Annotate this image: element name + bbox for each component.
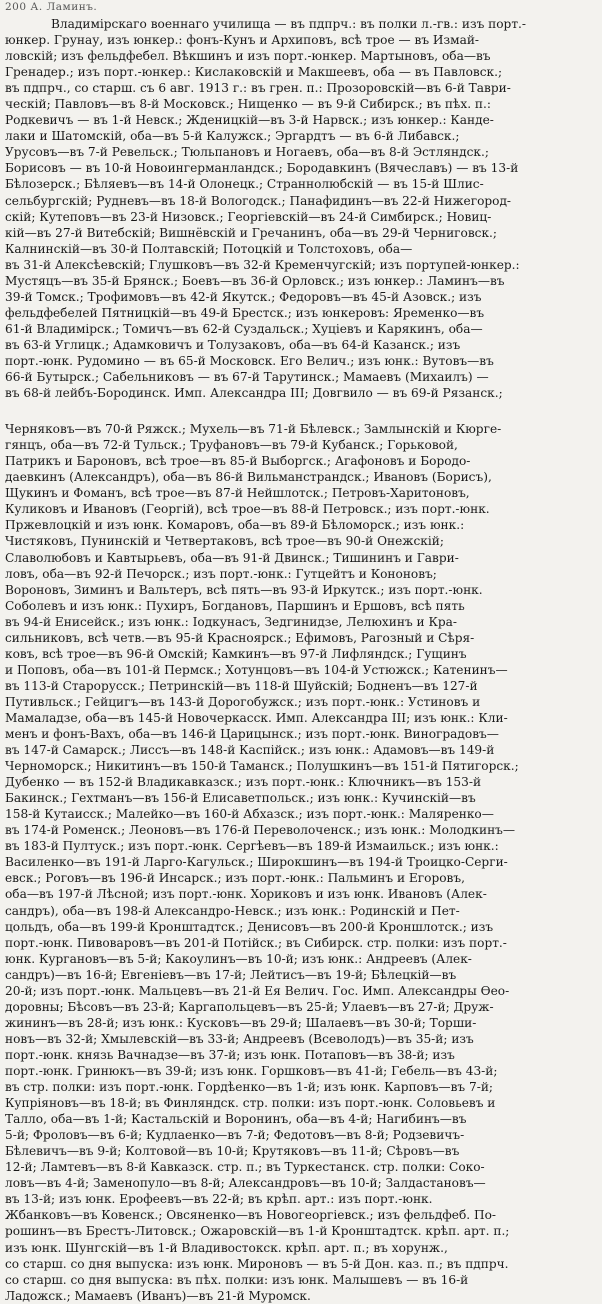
text-line: со старш. со дня выпуска: въ пѣх. полки: изъ юнк. Малышевъ — въ 16-й [5,1272,469,1287]
text-line: порт.-юнк. Пивоваровъ—въ 201-й Потійск.; въ Сибирск. стр. полки: изъ порт.- [5,935,507,950]
text-line: сандръ), оба—въ 198-й Александро-Невск.; изъ юнк.: Родинскій и Пет- [5,903,460,918]
text-line: Вороновъ, Зиминъ и Вальтеръ, всѣ пять—въ 93-й Иркутск.; изъ порт.-юнк. [5,582,483,597]
text-line: гянцъ, оба—въ 72-й Тульск.; Труфановъ—въ 79-й Кубанск.; Горьковой, [5,438,458,453]
text-line: скій; Кутеповъ—въ 23-й Низовск.; Георгіевскій—въ 24-й Симбирск.; Новиц- [5,209,492,224]
text-line: Чистяковъ, Пунинскій и Четвертаковъ, всѣ трое—въ 90-й Онежскій; [5,534,444,549]
text-line: сильниковъ, всѣ четв.—въ 95-й Красноярск.; Ефимовъ, Рагозный и Сѣря- [5,630,475,645]
text-line: 39-й Томск.; Трофимовъ—въ 42-й Якутск.; Федоровъ—въ 45-й Азовск.; изъ [5,289,482,304]
text-line: Ладожск.; Мамаевъ (Иванъ)—въ 21-й Муромск. [5,1288,311,1303]
text-line: Калнинскій—въ 30-й Полтавскій; Потоцкій и Толстоховъ, оба— [5,241,413,256]
text-line: Талло, оба—въ 1-й; Кастальскій и Воронинъ, оба—въ 4-й; Нагибинъ—въ [5,1112,467,1127]
text-line: Бѣлозерск.; Бѣляевъ—въ 14-й Олонецк.; Страннолюбскій — въ 15-й Шлис- [5,177,484,192]
text-line: 12-й; Ламтевъ—въ 8-й Кавказск. стр. п.; въ Туркестанск. стр. полки: Соко- [5,1160,485,1175]
text-line: въ 147-й Самарск.; Лиссъ—въ 148-й Каспійск.; изъ юнк.: Адамовъ—въ 149-й [5,743,495,758]
text-line: Жбанковъ—въ Ковенск.; Овсяненко—въ Новогеоргіевск.; изъ фельдфеб. По- [5,1208,497,1223]
text-line: жининъ—въ 28-й; изъ юнк.: Кусковъ—въ 29-й; Шалаевъ—въ 30-й; Торши- [5,1015,477,1030]
text-line: Купріяновъ—въ 18-й; въ Финляндск. стр. полки: изъ порт.-юнк. Соловьевъ и [5,1096,496,1111]
text-line: порт.-юнк. князь Вачнадзе—въ 37-й; изъ юнк. Потаповъ—въ 38-й; изъ [5,1047,455,1062]
text-line: изъ юнк. Шунгскій—въ 1-й Владивостокск. крѣп. арт. п.; въ хорунж., [5,1240,448,1255]
text-line: ческій; Павловъ—въ 8-й Московск.; Нищенко — въ 9-й Сибирск.; въ пѣх. п.: [5,97,491,112]
text-line: новъ—въ 32-й; Хмылевскій—въ 33-й; Андреевъ (Всеволодъ)—въ 35-й; изъ [5,1031,474,1046]
text-line: 20-й; изъ порт.-юнк. Мальцевъ—въ 21-й Ея Велич. Гос. Имп. Александры Ѳео- [5,983,510,998]
text-line: сандръ)—въ 16-й; Евгеніевъ—въ 17-й; Лейтисъ—въ 19-й; Бѣлецкій—въ [5,967,457,982]
text-line: въ 113-й Старорусск.; Петринскій—въ 118-й Шуйскій; Бодненъ—въ 127-й [5,678,478,693]
text-line: въ 63-й Углицк.; Адамковичъ и Толузаковъ, оба—въ 64-й Казанск.; изъ [5,337,461,352]
text-line: и Поповъ, оба—въ 101-й Пермск.; Хотунцовъ—въ 104-й Устюжск.; Катенинъ— [5,662,508,677]
text-line: въ 94-й Енисейск.; изъ юнк.: Іодкунасъ, Зедгинидзе, Лелюхинъ и Кра- [5,614,458,629]
text-line: въ 174-й Роменск.; Леоновъ—въ 176-й Переволоченск.; изъ юнк.: Молодкинъ— [5,823,516,838]
text-line: Борисовъ — въ 10-й Новоингерманландск.; Бородавкинъ (Вячеславъ) — въ 13-й [5,161,519,176]
text-line: 61-й Владимірск.; Томичъ—въ 62-й Суздальск.; Хуціевъ и Карякинъ, оба— [5,321,483,336]
text-line: Бѣлевичъ—въ 9-й; Колтовой—въ 10-й; Крутяковъ—въ 11-й; Сѣровъ—въ [5,1144,460,1159]
text-line: въ 31-й Алексѣевскій; Глушковъ—въ 32-й Кременчугскій; изъ портупей-юнкер.: [5,257,520,272]
text-line: 66-й Бутырск.; Сабельниковъ — въ 67-й Тарутинск.; Мамаевъ (Михаилъ) — [5,370,489,385]
text-line: Мустяцъ—въ 35-й Брянск.; Боевъ—въ 36-й Орловск.; изъ юнкер.: Ламинъ—въ [5,273,505,288]
text-line: Пржевлоцкій и изъ юнк. Комаровъ, оба—въ 89-й Бѣломорск.; изъ юнк.: [5,518,465,533]
text-line: въ стр. полки: изъ порт.-юнк. Гордѣенко—въ 1-й; изъ юнк. Карповъ—въ 7-й; [5,1080,493,1095]
text-line: доровны; Бѣсовъ—въ 23-й; Каргапольцевъ—въ 25-й; Улаевъ—въ 27-й; Друж- [5,999,494,1014]
text-line: Владимірскаго военнаго училища — въ пдпрч.: въ полки л.-гв.: изъ порт.- [51,17,527,31]
text-line: Черноморск.; Никитинъ—въ 150-й Таманск.; Полушкинъ—въ 151-й Пятигорск.; [5,759,519,774]
section-gap [5,401,596,421]
text-line: Василенко—въ 191-й Ларго-Кагульск.; Широкшинъ—въ 194-й Троицко-Серги- [5,855,508,870]
text-line: юнк. Кургановъ—въ 5-й; Какоулинъ—въ 10-й; изъ юнк.: Андреевъ (Алек- [5,951,472,966]
text-line: оба—въ 197-й Лѣсной; изъ порт.-юнк. Хориковъ и изъ юнк. Ивановъ (Алек- [5,887,487,902]
text-line: Щукинъ и Фоманъ, всѣ трое—въ 87-й Нейшлотск.; Петровъ-Харитоновъ, [5,486,470,501]
text-line: Путивльск.; Гейцигъ—въ 143-й Дорогобужск.; изъ порт.-юнк.: Устиновъ и [5,694,481,709]
text-line: рошинъ—въ Брестъ-Литовск.; Ожаровскій—въ 1-й Кронштадтск. крѣп. арт. п.; [5,1224,510,1239]
text-line: евск.; Роговъ—въ 196-й Инсарск.; изъ порт.-юнк.: Пальминъ и Егоровъ, [5,871,465,886]
text-line: Родкевичъ — въ 1-й Невск.; Жденицкій—въ 3-й Нарвск.; изъ юнкер.: Канде- [5,113,494,128]
text-line: порт.-юнк. Гринюкъ—въ 39-й; изъ юнк. Горшковъ—въ 41-й; Гебель—въ 43-й; [5,1064,498,1078]
page-header: 200 А. Ламинъ. [5,1,98,13]
text-line: ловскій; изъ фельдфебел. Вѣкшинъ и изъ порт.-юнкер. Мартыновъ, оба—въ [5,49,491,64]
text-line: Дубенко — въ 152-й Владикавказск.; изъ порт.-юнк.: Ключникъ—въ 153-й [5,775,482,790]
text-line: со старш. со дня выпуска: изъ юнк. Мироновъ — въ 5-й Дон. каз. п.; въ пдпрч. [5,1256,509,1271]
text-line: юнкер. Грунау, изъ юнкер.: фонъ-Кунъ и Архиповъ, всѣ трое — въ Измай- [5,33,480,48]
text-line: порт.-юнк. Рудомино — въ 65-й Московск. Его Велич.; изъ юнк.: Вутовъ—въ [5,353,494,368]
text-line: 5-й; Фроловъ—въ 6-й; Кудлаенко—въ 7-й; Федотовъ—въ 8-й; Родзевичъ- [5,1128,465,1143]
text-line: менъ и фонъ-Вахъ, оба—въ 146-й Царицынск.; изъ порт.-юнк. Виноградовъ— [5,727,499,742]
text-line: ловъ—въ 4-й; Заменопуло—въ 8-й; Александровъ—въ 10-й; Залдастановъ— [5,1176,486,1191]
text-line: цольдъ, оба—въ 199-й Кронштадтск.; Денисовъ—въ 200-й Кроншлотск.; изъ [5,919,494,934]
text-line: даевкинъ (Александръ), оба—въ 86-й Вильманстрандск.; Ивановъ (Борисъ), [5,470,492,485]
text-line: фельдфебелей Пятницкій—въ 49-й Брестск.; изъ юнкеровъ: Яременко—въ [5,305,485,320]
text-line: въ 13-й; изъ юнк. Ерофеевъ—въ 22-й; въ крѣп. арт.: изъ порт.-юнк. [5,1192,433,1207]
text-line: Бакинск.; Гехтманъ—въ 156-й Елисаветпольск.; изъ юнк.: Кучинскій—въ [5,791,476,806]
text-line: въ пдпрч., со старш. съ 6 авг. 1913 г.: въ грен. п.: Прозоровскій—въ 6-й Таври- [5,81,511,96]
text-line: Славолюбовъ и Кавтырьевъ, оба—въ 91-й Двинск.; Тишининъ и Гаври- [5,550,459,565]
text-line: кій—въ 27-й Витебскій; Вишнёвскій и Гречанинъ, оба—въ 29-й Черниговск.; [5,225,498,240]
text-line: ковъ, всѣ трое—въ 96-й Омскій; Камкинъ—въ 97-й Лифляндск.; Гущинъ [5,646,467,661]
text-line: Патрикъ и Бароновъ, всѣ трое—въ 85-й Выборгск.; Агафоновъ и Бородо- [5,454,471,469]
text-line: въ 183-й Пултуск.; изъ порт.-юнк. Сергѣевъ—въ 189-й Измаильск.; изъ юнк.: [5,839,499,854]
text-line: Урусовъ—въ 7-й Ревельск.; Тюльпановъ и Ногаевъ, оба—въ 8-й Эстляндск.; [5,145,489,160]
text-line: лаки и Шатомскій, оба—въ 5-й Калужск.; Эргардтъ — въ 6-й Либавск.; [5,129,460,144]
text-line: Гренадер.; изъ порт.-юнкер.: Кислаковскій и Макшеевъ, оба — въ Павловск.; [5,65,503,80]
text-block-2 [5,421,596,1304]
text-line: ловъ, оба—въ 92-й Печорск.; изъ порт.-юнк.: Гутцейтъ и Кононовъ; [5,566,437,581]
text-line: 158-й Кутаисск.; Малейко—въ 160-й Абхазск.; изъ порт.-юнк.: Маляренко— [5,807,494,822]
text-line: Соболевъ и изъ юнк.: Пухиръ, Богдановъ, Паршинъ и Ершовъ, всѣ пять [5,598,465,613]
text-line: Куликовъ и Ивановъ (Георгій), всѣ трое—въ 88-й Петровск.; изъ порт.-юнк. [5,502,490,517]
text-block-1 [5,16,596,401]
text-line: Мамаладзе, оба—въ 145-й Новочеркасск. Имп. Александра III; изъ юнк.: Кли- [5,710,508,725]
text-line: сельбургскій; Рудневъ—въ 18-й Вологодск.; Панафидинъ—въ 22-й Нижегород- [5,193,512,208]
text-line: въ 68-й лейбъ-Бородинск. Имп. Александра III; Довгвило — въ 69-й Рязанск.; [5,386,503,401]
text-line: Черняковъ—въ 70-й Ряжск.; Мухель—въ 71-й Бѣлевск.; Замлынскій и Кюрге- [5,422,502,437]
